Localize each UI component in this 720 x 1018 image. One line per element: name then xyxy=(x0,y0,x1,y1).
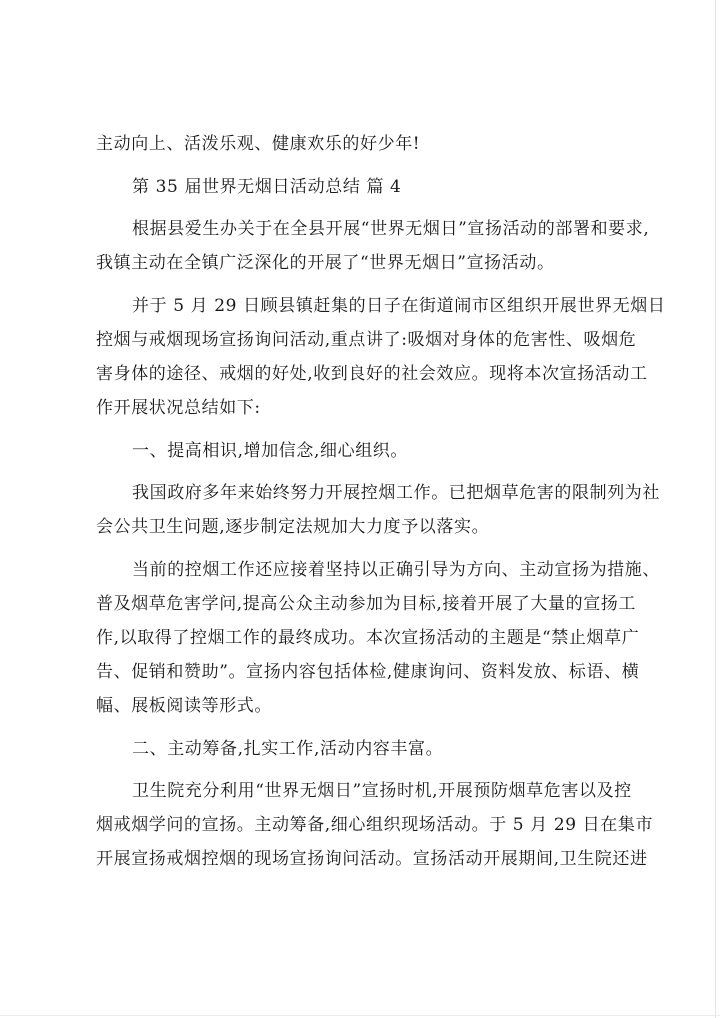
text-line-1: 主动向上、活泼乐观、健康欢乐的好少年! xyxy=(96,134,421,154)
text-line-8: 作开展状况总结如下: xyxy=(96,398,261,418)
section-heading: 第 35 届世界无烟日活动总结 篇 4 xyxy=(132,177,402,197)
text-line-19: 烟戒烟学问的宣扬。主动筹备,细心组织现场活动。于 5 月 29 日在集市 xyxy=(96,815,654,835)
text-line-3: 根据县爱生办关于在全县开展“世界无烟日”宣扬活动的部署和要求, xyxy=(132,219,650,239)
text-line-12: 当前的控烟工作还应接着坚持以正确引导为方向、主动宣扬为措施、 xyxy=(132,560,660,580)
text-line-14: 作,以取得了控烟工作的最终成功。本次宣扬活动的主题是“禁止烟草广 xyxy=(96,628,640,648)
text-line-18: 卫生院充分利用“世界无烟日”宣扬时机,开展预防烟草危害以及控 xyxy=(132,781,632,801)
subheading-2: 二、主动筹备,扎实工作,活动内容丰富。 xyxy=(132,739,444,759)
text-line-16: 幅、展板阅读等形式。 xyxy=(96,696,272,716)
text-line-4: 我镇主动在全镇广泛深化的开展了“世界无烟日”宣扬活动。 xyxy=(96,253,555,273)
page-edge-bottom xyxy=(0,1015,720,1016)
text-line-6: 控烟与戒烟现场宣扬询问活动,重点讲了:吸烟对身体的危害性、吸烟危 xyxy=(96,330,637,350)
text-line-15: 告、促销和赞助”。宣扬内容包括体检,健康询问、资料发放、标语、横 xyxy=(96,662,640,682)
text-line-20: 开展宣扬戒烟控烟的现场宣扬询问活动。宣扬活动开展期间,卫生院还进 xyxy=(96,849,648,869)
page-edge-right xyxy=(715,0,716,1018)
text-line-11: 会公共卫生问题,逐步制定法规加大力度予以落实。 xyxy=(96,517,490,537)
text-line-7: 害身体的途径、戒烟的好处,收到良好的社会效应。现将本次宣扬活动工 xyxy=(96,364,648,384)
subheading-1: 一、提高相识,增加信念,细心组织。 xyxy=(132,441,409,461)
text-line-10: 我国政府多年来始终努力开展控烟工作。已把烟草危害的限制列为社 xyxy=(132,483,660,503)
text-line-13: 普及烟草危害学问,提高公众主动参加为目标,接着开展了大量的宣扬工 xyxy=(96,594,637,614)
text-line-5: 并于 5 月 29 日顾县镇赶集的日子在街道闹市区组织开展世界无烟日 xyxy=(132,296,666,316)
